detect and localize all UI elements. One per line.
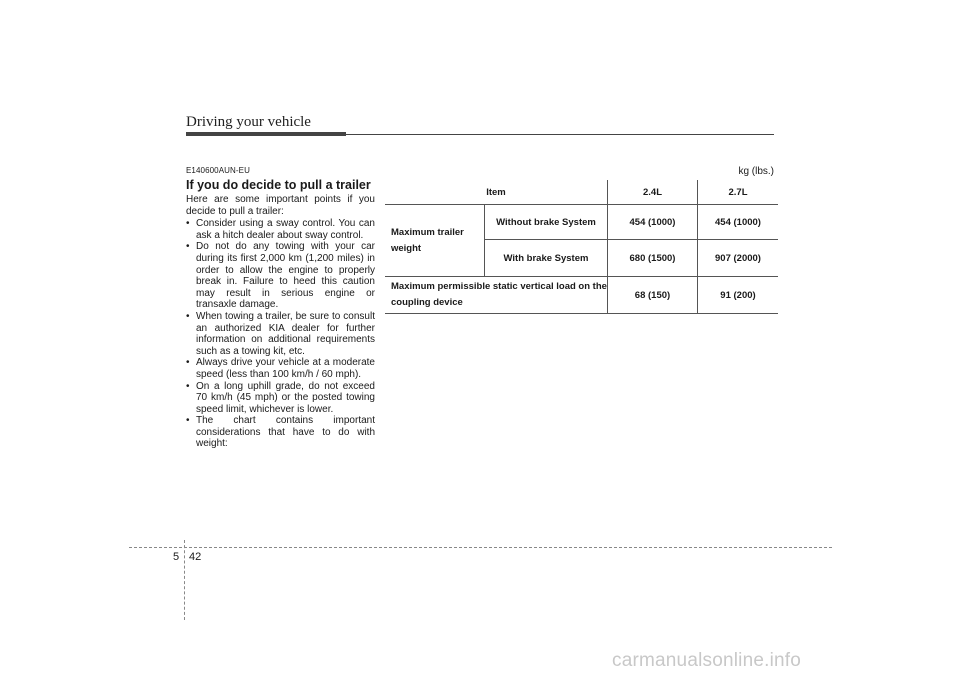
section-code: E140600AUN-EU <box>186 166 250 175</box>
trailer-tips-column <box>186 166 375 450</box>
list-item: • On a long uphill grade, do not exceed 70 km/h (45 mph) or the posted towing speed limit, whichever is lower. <box>186 381 375 416</box>
trailer-weight-table <box>385 180 778 314</box>
page-header-title: Driving your vehicle <box>186 114 311 130</box>
header-engine-2-7l: 2.7L <box>698 180 779 205</box>
with-brake-2-4l: 680 (1500) <box>608 240 698 277</box>
site-watermark: carmanualsonline.info <box>612 650 802 671</box>
with-brake-label: With brake System <box>485 240 608 277</box>
footer-divider <box>184 540 185 620</box>
table-unit-note: kg (lbs.) <box>738 166 774 177</box>
list-item: • When towing a trailer, be sure to consult an authorized KIA dealer for further information on additional requirements such as a towing kit, etc. <box>186 311 375 357</box>
vertical-load-label: Maximum permissible static vertical load on the coupling device <box>385 277 608 314</box>
with-brake-2-7l: 907 (2000) <box>698 240 779 277</box>
page-number: 42 <box>189 551 202 563</box>
footer-rule <box>129 547 832 548</box>
header-item: Item <box>385 180 608 205</box>
without-brake-2-7l: 454 (1000) <box>698 205 779 240</box>
list-item: • Do not do any towing with your car during its first 2,000 km (1,200 miles) in order to allow the engine to properly break in. Failure to heed this caution may result in serious engine or transaxle damage. <box>186 241 375 311</box>
vertical-load-2-4l: 68 (150) <box>608 277 698 314</box>
header-rule-thick <box>186 132 346 136</box>
header-rule-thin <box>346 134 774 135</box>
table-row <box>385 205 778 240</box>
list-item: • Consider using a sway control. You can ask a hitch dealer about sway control. <box>186 218 375 241</box>
section-intro: Here are some important points if you decide to pull a trailer: <box>186 194 375 217</box>
vertical-load-2-7l: 91 (200) <box>698 277 779 314</box>
trailer-tips-list <box>186 218 375 450</box>
without-brake-2-4l: 454 (1000) <box>608 205 698 240</box>
list-item: • The chart contains important considerations that have to do with weight: <box>186 415 375 450</box>
table-row <box>385 277 778 314</box>
without-brake-label: Without brake System <box>485 205 608 240</box>
section-heading: If you do decide to pull a trailer <box>186 178 371 192</box>
header-engine-2-4l: 2.4L <box>608 180 698 205</box>
max-trailer-weight-label: Maximum trailer weight <box>385 205 485 277</box>
list-item: • Always drive your vehicle at a moderate speed (less than 100 km/h / 60 mph). <box>186 357 375 380</box>
table-header-row <box>385 180 778 205</box>
section-number: 5 <box>173 551 180 563</box>
